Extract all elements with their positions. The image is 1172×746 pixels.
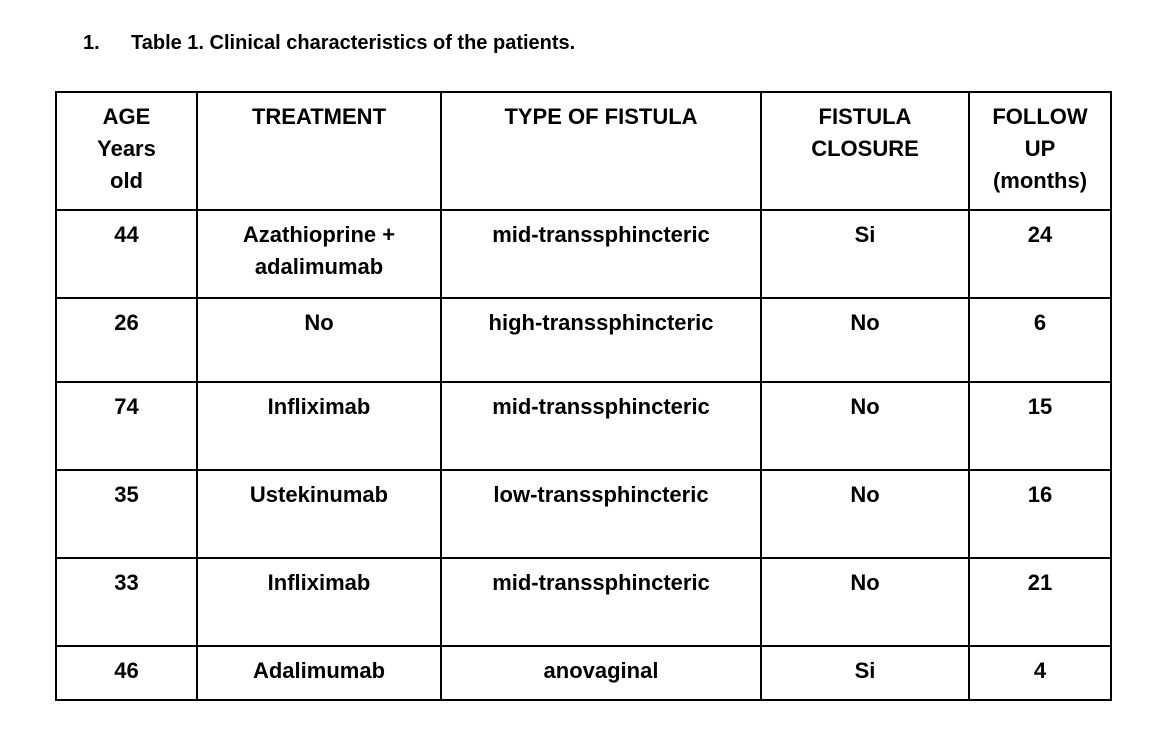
- table-row: [56, 298, 1111, 382]
- cell-treatment: Ustekinumab: [197, 470, 441, 558]
- cell-fistula-closure: Si: [761, 646, 969, 700]
- column-header-type-of-fistula: TYPE OF FISTULA: [441, 92, 761, 210]
- clinical-characteristics-table: [55, 91, 1112, 701]
- cell-treatment: No: [197, 298, 441, 382]
- table-row: [56, 646, 1111, 700]
- table-row: [56, 470, 1111, 558]
- cell-type-of-fistula: mid-transsphincteric: [441, 558, 761, 646]
- cell-type-of-fistula: high-transsphincteric: [441, 298, 761, 382]
- cell-follow-up: 24: [969, 210, 1111, 298]
- caption-number: 1.: [83, 32, 100, 54]
- column-header-age: AGE Years old: [56, 92, 197, 210]
- cell-type-of-fistula: low-transsphincteric: [441, 470, 761, 558]
- column-header-treatment: TREATMENT: [197, 92, 441, 210]
- cell-type-of-fistula: mid-transsphincteric: [441, 210, 761, 298]
- caption-text: Table 1. Clinical characteristics of the patients.: [131, 32, 576, 54]
- cell-treatment: Infliximab: [197, 558, 441, 646]
- table-header-row: [56, 92, 1111, 210]
- column-header-follow-up: FOLLOW UP (months): [969, 92, 1111, 210]
- cell-treatment: Infliximab: [197, 382, 441, 470]
- cell-fistula-closure: No: [761, 382, 969, 470]
- cell-fistula-closure: No: [761, 558, 969, 646]
- cell-follow-up: 16: [969, 470, 1111, 558]
- table-row: [56, 382, 1111, 470]
- cell-fistula-closure: No: [761, 298, 969, 382]
- cell-treatment: Adalimumab: [197, 646, 441, 700]
- table-row: [56, 558, 1111, 646]
- table-row: [56, 210, 1111, 298]
- cell-fistula-closure: Si: [761, 210, 969, 298]
- table-caption: [83, 32, 575, 55]
- cell-age: 46: [56, 646, 197, 700]
- cell-age: 74: [56, 382, 197, 470]
- cell-age: 35: [56, 470, 197, 558]
- cell-type-of-fistula: mid-transsphincteric: [441, 382, 761, 470]
- cell-follow-up: 21: [969, 558, 1111, 646]
- cell-age: 33: [56, 558, 197, 646]
- cell-follow-up: 4: [969, 646, 1111, 700]
- cell-fistula-closure: No: [761, 470, 969, 558]
- cell-treatment: Azathioprine + adalimumab: [197, 210, 441, 298]
- cell-age: 44: [56, 210, 197, 298]
- cell-follow-up: 6: [969, 298, 1111, 382]
- cell-age: 26: [56, 298, 197, 382]
- cell-follow-up: 15: [969, 382, 1111, 470]
- column-header-fistula-closure: FISTULA CLOSURE: [761, 92, 969, 210]
- cell-type-of-fistula: anovaginal: [441, 646, 761, 700]
